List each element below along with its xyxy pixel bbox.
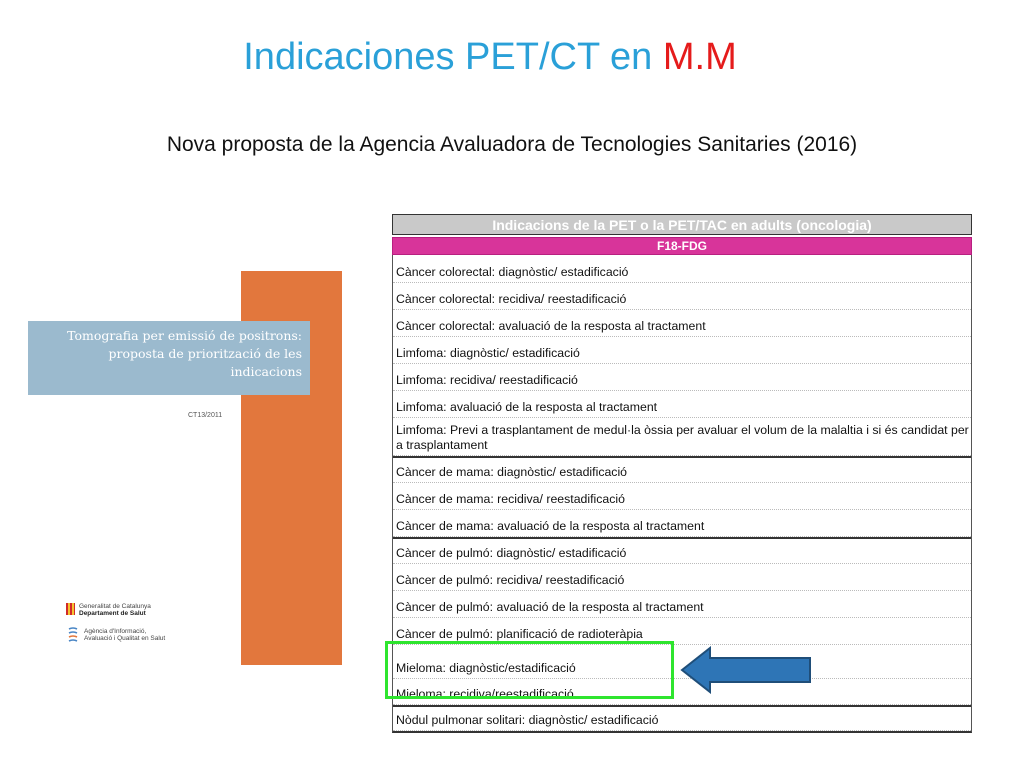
row-text: Càncer de pulmó: diagnòstic/ estadificació [396, 546, 627, 560]
row-text: Càncer de mama: diagnòstic/ estadificació [396, 465, 628, 479]
table-row [393, 483, 971, 510]
table-row [393, 418, 971, 456]
row-text: Càncer colorectal: avaluació de la resposta al tractament [396, 319, 706, 333]
row-text: Limfoma: diagnòstic/ estadificació [396, 346, 580, 360]
aquas-symbol-icon [66, 626, 80, 646]
aquas-logo-line-2: Avaluació i Qualitat en Salut [84, 635, 166, 642]
report-cover-title-line-1: Tomografia per emissió de positrons: [67, 328, 302, 343]
row-text: Limfoma: Previ a trasplantament de medul·la òssia per avaluar el volum de la malaltia i si és candidat per a trasplantament [396, 423, 969, 452]
report-cover-title [28, 321, 310, 395]
table-row [393, 337, 971, 364]
slide-subtitle: Nova proposta de la Agencia Avaluadora de Tecnologies Sanitaries (2016) [166, 133, 858, 156]
generalitat-logo [66, 603, 151, 617]
row-text: Mieloma: diagnòstic/estadificació [396, 661, 576, 675]
table-row [393, 310, 971, 337]
row-text: Càncer de pulmó: planificació de radioteràpia [396, 627, 643, 641]
table-row [393, 510, 971, 537]
table-row [393, 255, 971, 283]
table-row [393, 537, 971, 564]
aquas-logo [66, 626, 165, 646]
table-row [393, 705, 971, 731]
mieloma-highlight-box [385, 641, 674, 699]
row-text: Càncer de mama: avaluació de la resposta al tractament [396, 519, 705, 533]
report-cover-title-line-3: indicacions [230, 364, 302, 379]
table-row [393, 564, 971, 591]
row-text: Càncer colorectal: diagnòstic/ estadificació [396, 265, 629, 279]
table-header: Indicacions de la PET o la PET/TAC en adults (oncologia) [392, 214, 972, 235]
table-row [393, 591, 971, 618]
table-row [393, 456, 971, 483]
title-accent: M.M [662, 36, 737, 78]
generalitat-flag-icon [66, 603, 75, 615]
row-text: Càncer de pulmó: avaluació de la resposta al tractament [396, 600, 704, 614]
title-main: Indicaciones PET/CT en [243, 36, 663, 78]
generalitat-logo-line-1: Generalitat de Catalunya [79, 603, 151, 610]
row-text: Càncer de mama: recidiva/ reestadificació [396, 492, 625, 506]
table-row [393, 283, 971, 310]
row-text: Limfoma: avaluació de la resposta al tractament [396, 400, 658, 414]
table-row [393, 364, 971, 391]
aquas-logo-line-1: Agència d'Informació, [84, 628, 147, 635]
slide-title [0, 36, 980, 79]
report-cover-title-line-2: proposta de priorització de les [108, 346, 302, 361]
row-text: Càncer colorectal: recidiva/ reestadificació [396, 292, 627, 306]
report-code: CT13/2011 [188, 412, 223, 419]
row-text: Mieloma: recidiva/reestadificació [396, 687, 574, 701]
left-arrow-icon [680, 646, 812, 694]
generalitat-logo-line-2: Departament de Salut [79, 610, 146, 617]
row-text: Càncer de pulmó: recidiva/ reestadificació [396, 573, 625, 587]
table-subheader: F18-FDG [392, 237, 972, 255]
row-text: Nòdul pulmonar solitari: diagnòstic/ estadificació [396, 713, 659, 727]
row-text: Limfoma: recidiva/ reestadificació [396, 373, 578, 387]
table-row [393, 391, 971, 418]
